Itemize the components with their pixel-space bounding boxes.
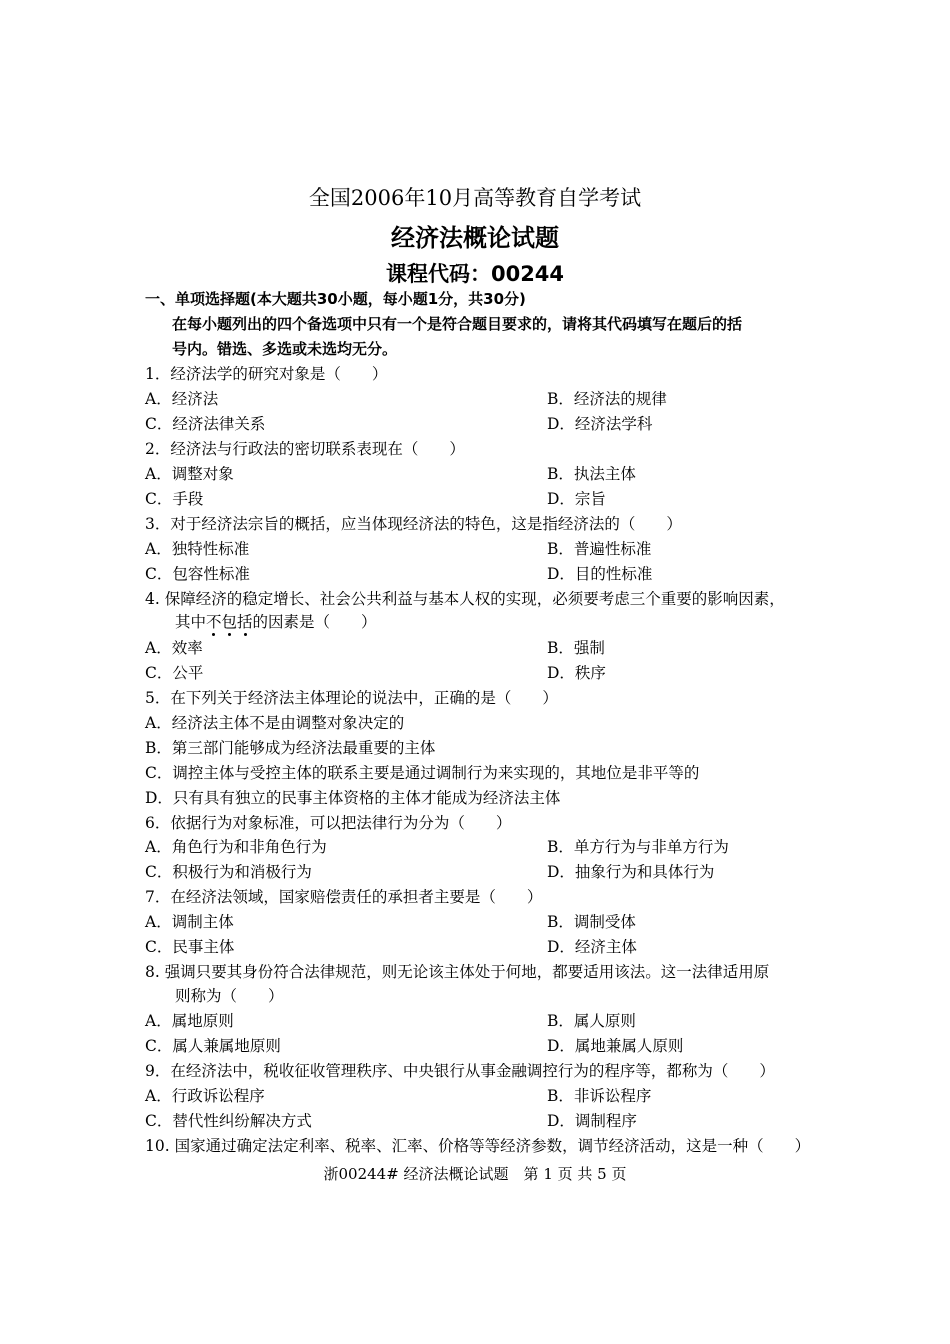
question-10-stem: 10. 国家通过确定法定利率、税率、汇率、价格等等经济参数，调节经济活动，这是一种（ ） (145, 1137, 811, 1155)
question-4-stem-post: 的因素是（ ） (252, 613, 377, 631)
question-4-option-a: A．效率 (145, 639, 203, 657)
question-4-option-c: C．公平 (145, 664, 204, 682)
question-1-option-a: A．经济法 (145, 390, 219, 408)
question-3-option-d: D．目的性标准 (547, 565, 653, 583)
question-4-stem-line1: 4. 保障经济的稳定增长、社会公共利益与基本人权的实现，必须要考虑三个重要的影响因素， (145, 590, 785, 608)
question-4-stem-pre: 其中 (175, 613, 207, 631)
question-2-option-c: C．手段 (145, 490, 204, 508)
question-8-option-b: B．属人原则 (547, 1012, 636, 1030)
question-8-option-c: C．属人兼属地原则 (145, 1037, 281, 1055)
question-4-option-d: D．秩序 (547, 664, 606, 682)
question-8-option-d: D．属地兼属人原则 (547, 1037, 684, 1055)
question-2-option-b: B．执法主体 (547, 465, 636, 483)
question-6-stem: 6．依据行为对象标准，可以把法律行为分为（ ） (145, 814, 512, 832)
question-6-option-a: A．角色行为和非角色行为 (145, 838, 327, 856)
question-6-option-d: D．抽象行为和具体行为 (547, 863, 715, 881)
question-8-stem-line1: 8. 强调只要其身份符合法律规范，则无论该主体处于何地，都要适用该法。这一法律适用原 (145, 963, 770, 981)
question-1-stem: 1．经济法学的研究对象是（ ） (145, 365, 388, 383)
question-3-stem: 3．对于经济法宗旨的概括，应当体现经济法的特色，这是指经济法的（ ） (145, 515, 682, 533)
question-9-stem: 9．在经济法中，税收征收管理秩序、中央银行从事金融调控行为的程序等，都称为（ ） (145, 1062, 775, 1080)
section-heading: 一、单项选择题(本大题共30小题，每小题1分，共30分) (145, 290, 526, 308)
page-footer: 浙00244# 经济法概论试题 第 1 页 共 5 页 (323, 1165, 627, 1183)
question-1-option-c: C．经济法律关系 (145, 415, 266, 433)
course-code: 课程代码：00244 (385, 262, 565, 286)
paper-title: 经济法概论试题 (391, 224, 559, 252)
question-9-option-b: B．非诉讼程序 (547, 1087, 652, 1105)
question-5-stem: 5．在下列关于经济法主体理论的说法中，正确的是（ ） (145, 689, 558, 707)
question-1-option-b: B．经济法的规律 (547, 390, 667, 408)
emphasis-dot-icon (212, 633, 215, 636)
question-7-option-b: B．调制受体 (547, 913, 636, 931)
question-2-option-d: D．宗旨 (547, 490, 606, 508)
question-5-option-c: C．调控主体与受控主体的联系主要是通过调制行为来实现的，其地位是非平等的 (145, 764, 700, 782)
question-7-stem: 7．在经济法领域，国家赔偿责任的承担者主要是（ ） (145, 888, 543, 906)
question-6-option-c: C．积极行为和消极行为 (145, 863, 312, 881)
section-instruction-line1: 在每小题列出的四个备选项中只有一个是符合题目要求的，请将其代码填写在题后的括 (172, 315, 743, 333)
question-5-option-a: A．经济法主体不是由调整对象决定的 (145, 714, 405, 732)
question-4-emphasis (206, 613, 253, 631)
question-4-emphasis-text: 不包括 (206, 613, 253, 631)
question-1-option-d: D．经济法学科 (547, 415, 653, 433)
question-2-option-a: A．调整对象 (145, 465, 234, 483)
question-4-option-b: B．强制 (547, 639, 605, 657)
emphasis-dot-icon (244, 633, 247, 636)
section-instruction-line2: 号内。错选、多选或未选均无分。 (172, 340, 398, 358)
question-3-option-b: B．普遍性标准 (547, 540, 652, 558)
exam-title: 全国2006年10月高等教育自学考试 (308, 186, 642, 210)
question-6-option-b: B．单方行为与非单方行为 (547, 838, 729, 856)
question-9-option-a: A．行政诉讼程序 (145, 1087, 265, 1105)
question-9-option-c: C．替代性纠纷解决方式 (145, 1112, 312, 1130)
question-8-option-a: A．属地原则 (145, 1012, 234, 1030)
question-9-option-d: D．调制程序 (547, 1112, 637, 1130)
question-4-stem-line2 (175, 610, 377, 634)
question-3-option-a: A．独特性标准 (145, 540, 250, 558)
question-7-option-c: C．民事主体 (145, 938, 235, 956)
question-5-option-b: B．第三部门能够成为经济法最重要的主体 (145, 739, 436, 757)
question-2-stem: 2．经济法与行政法的密切联系表现在（ ） (145, 440, 465, 458)
question-7-option-a: A．调制主体 (145, 913, 234, 931)
question-3-option-c: C．包容性标准 (145, 565, 250, 583)
question-8-stem-line2: 则称为（ ） (175, 987, 284, 1005)
emphasis-dot-icon (228, 633, 231, 636)
question-7-option-d: D．经济主体 (547, 938, 637, 956)
question-5-option-d: D．只有具有独立的民事主体资格的主体才能成为经济法主体 (145, 789, 561, 807)
